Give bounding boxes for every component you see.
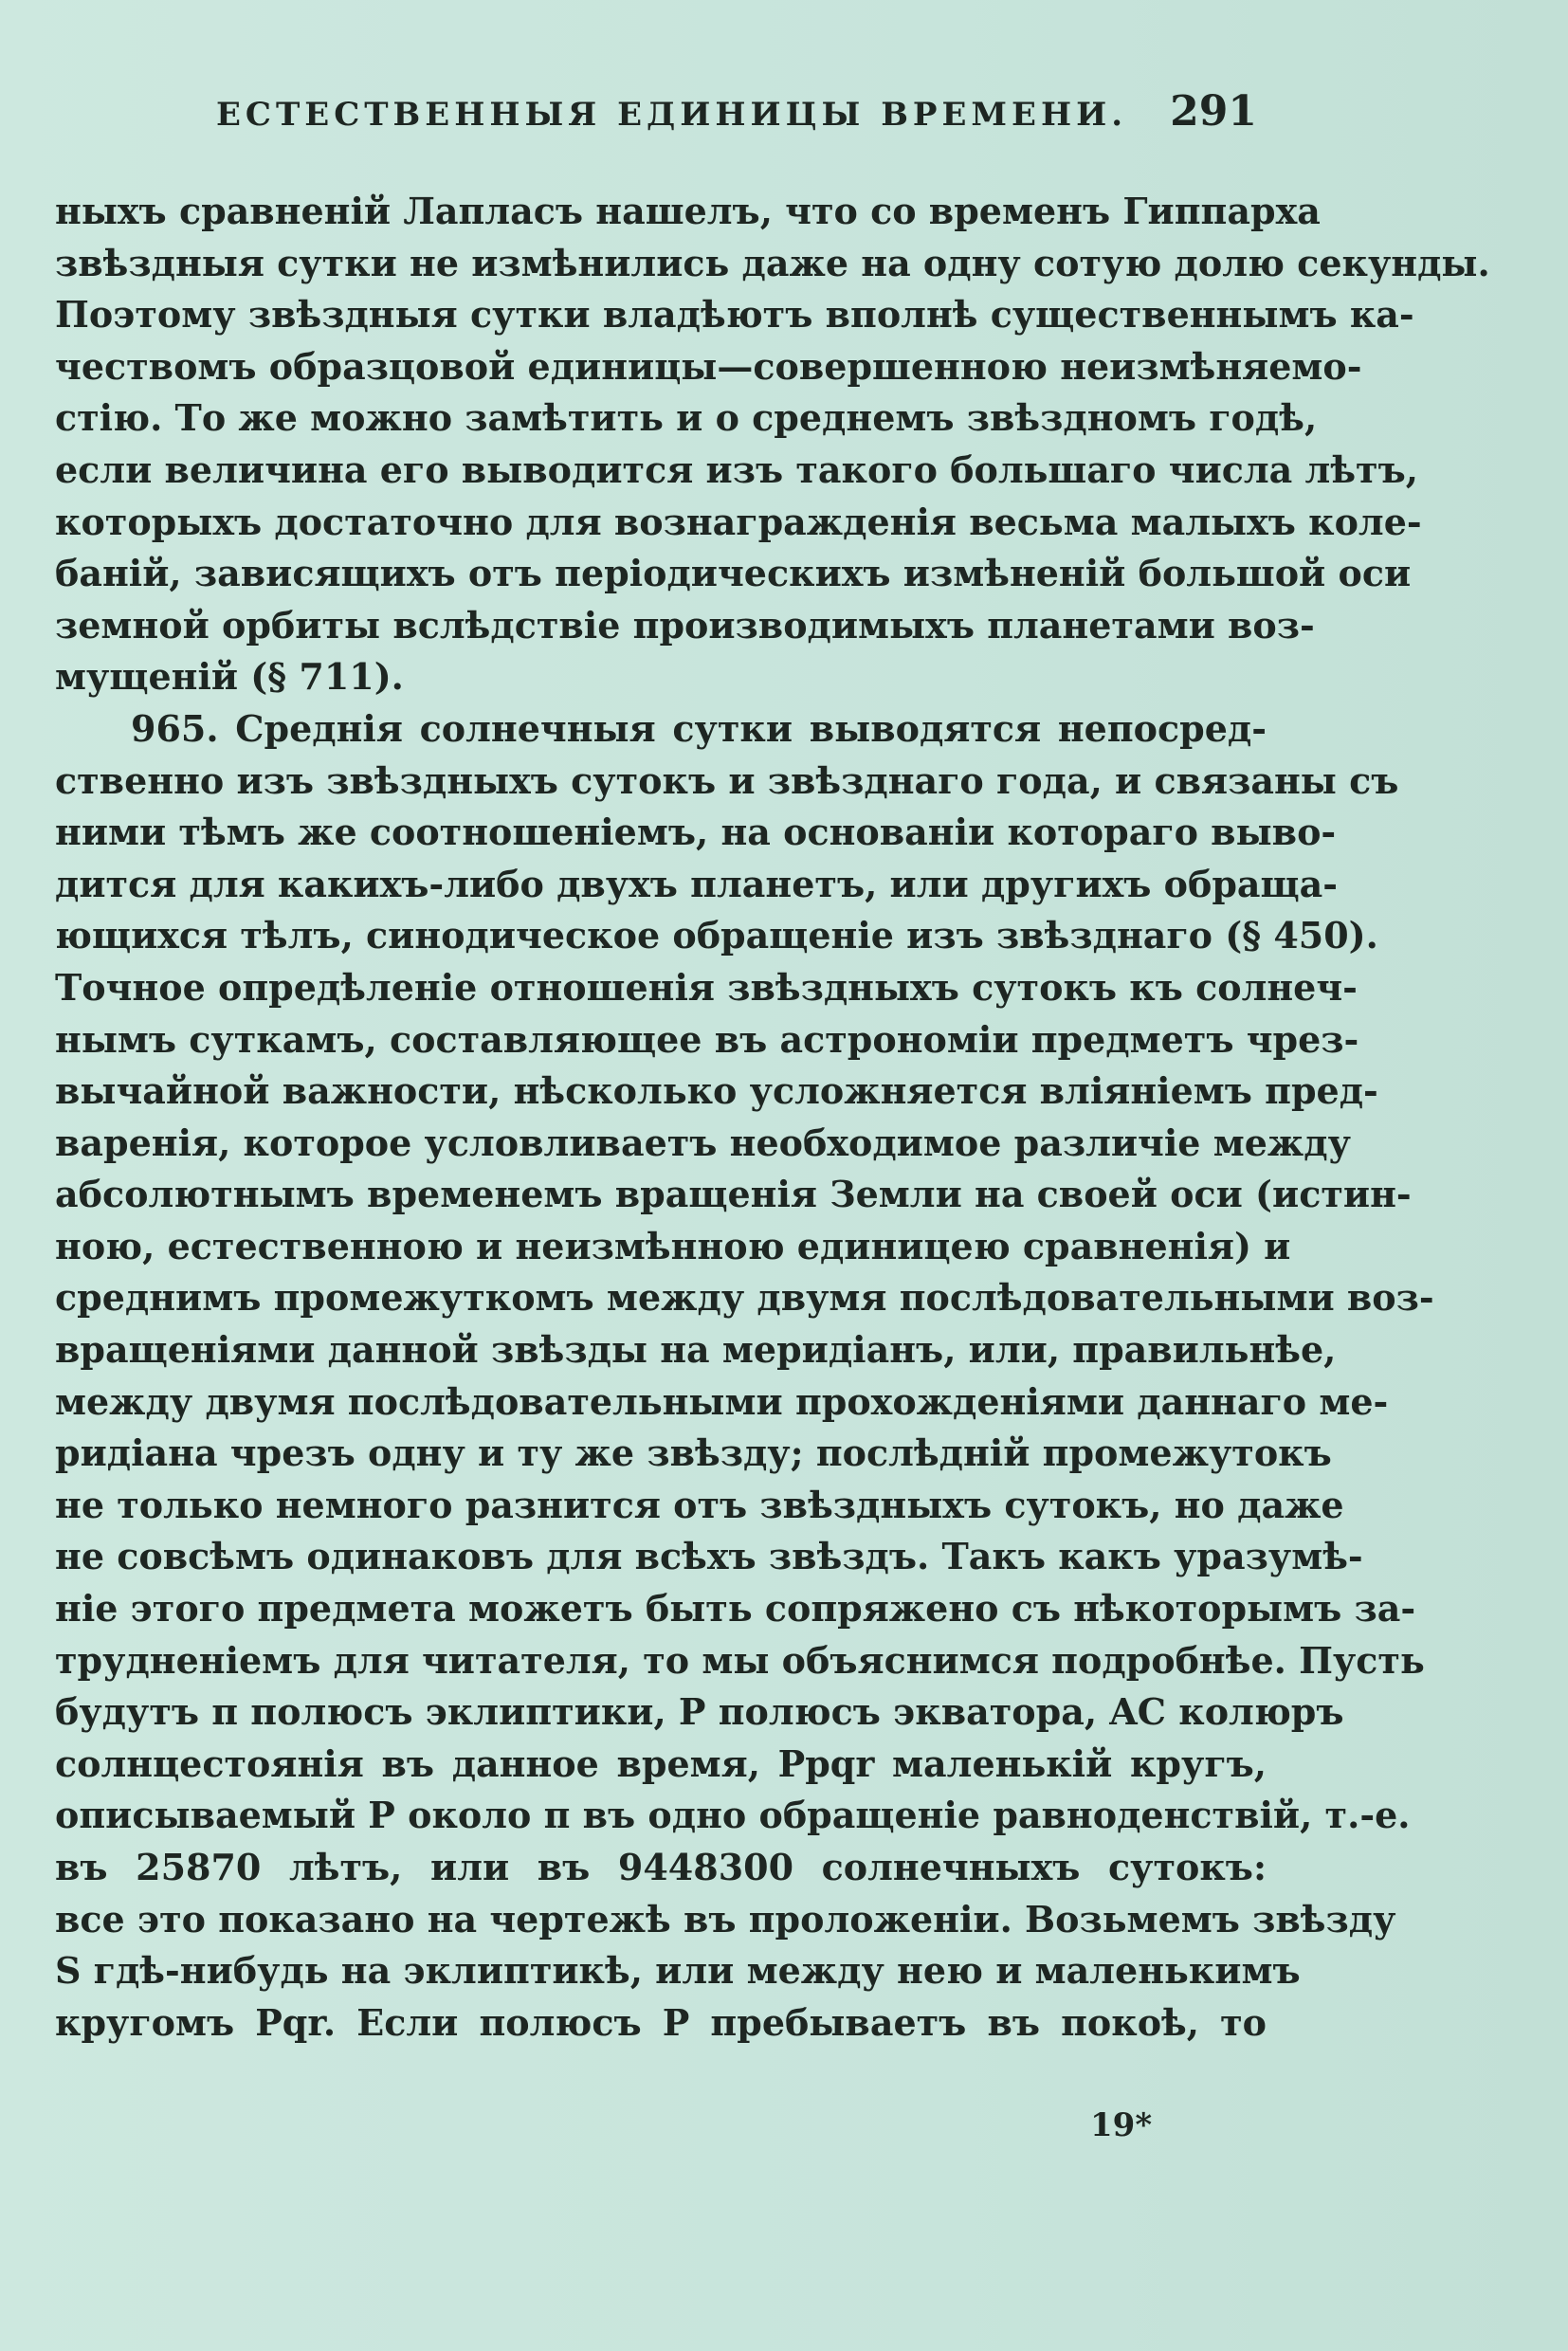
text-line: не совсѣмъ одинаковъ для всѣхъ звѣздъ. Такъ какъ уразумѣ- xyxy=(55,1535,1363,1578)
text-line: кругомъ Pqr. Если полюсъ P пребываетъ въ покоѣ, то xyxy=(55,2000,1267,2044)
text-line: ною, естественною и неизмѣнною единицею сравненія) и xyxy=(55,1224,1291,1267)
text-line: земной орбиты вслѣдствіе производимыхъ планетами воз- xyxy=(55,603,1315,647)
text-line: абсолютнымъ временемъ вращенія Земли на своей оси (истин- xyxy=(55,1173,1412,1216)
text-line: стію. То же можно замѣтить и о среднемъ звѣздномъ годѣ, xyxy=(55,396,1318,440)
text-line: вращеніями данной звѣзды на меридіанъ, или, правильнѣе, xyxy=(55,1328,1337,1372)
text-line: которыхъ достаточно для вознагражденія весьма малыхъ коле- xyxy=(55,500,1422,543)
text-line: варенія, которое условливаетъ необходимое различіе между xyxy=(55,1121,1351,1164)
text-line: Точное опредѣленіе отношенія звѣздныхъ сутокъ къ солнеч- xyxy=(55,965,1358,1009)
paragraph-start-965: 965. Среднія солнечныя сутки выводятся непосред- xyxy=(131,706,1267,750)
text-line: звѣздныя сутки не измѣнились даже на одну сотую долю секунды. xyxy=(55,241,1490,284)
show-through-text-bottom xyxy=(114,2076,1441,2351)
text-line: ніе этого предмета можетъ быть сопряжено съ нѣкоторымъ за- xyxy=(55,1587,1416,1631)
text-line: если величина его выводится изъ такого большаго числа лѣтъ, xyxy=(55,447,1418,491)
text-line: ними тѣмъ же соотношеніемъ, на основаніи котораго выво- xyxy=(55,811,1337,854)
text-line: не только немного разнится отъ звѣздныхъ сутокъ, но даже xyxy=(55,1483,1344,1526)
text-line: дится для какихъ-либо двухъ планетъ, или другихъ обраща- xyxy=(55,862,1339,905)
text-line: мущеній (§ 711). xyxy=(55,655,404,699)
text-line: въ 25870 лѣтъ, или въ 9448300 солнечныхъ сутокъ: xyxy=(55,1846,1267,1888)
running-title: ЕСТЕСТВЕННЫЯ ЕДИНИЦЫ ВРЕМЕНИ. xyxy=(216,96,1128,134)
text-line: вычайной важности, нѣсколько усложняется вліяніемъ пред- xyxy=(55,1069,1378,1113)
text-line: ющихся тѣлъ, синодическое обращеніе изъ звѣзднаго (§ 450). xyxy=(55,914,1378,957)
body-text xyxy=(55,186,1490,2049)
text-line: ныхъ сравненій Лапласъ нашелъ, что со временъ Гиппарха xyxy=(55,190,1321,232)
text-line: трудненіемъ для читателя, то мы объяснимся подробнѣе. Пусть xyxy=(55,1638,1425,1682)
text-line: нымъ суткамъ, составляющее въ астрономіи предметъ чрез- xyxy=(55,1017,1359,1061)
running-head xyxy=(216,87,1257,136)
text-line: все это показано на чертежѣ въ проложеніи. Возьмемъ звѣзду xyxy=(55,1897,1396,1941)
signature-mark: 19* xyxy=(1090,2106,1153,2144)
text-line: Поэтому звѣздныя сутки владѣютъ вполнѣ существеннымъ ка- xyxy=(55,293,1414,337)
text-line: S гдѣ-нибудь на эклиптикѣ, или между нею и маленькимъ xyxy=(55,1949,1301,1993)
text-line: баній, зависящихъ отъ періодическихъ измѣненій большой оси xyxy=(55,552,1412,595)
text-line: солнцестоянія въ данное время, Ppqr маленькій кругъ, xyxy=(55,1741,1267,1785)
text-line: описываемый P около π въ одно обращеніе равноденствій, т.-е. xyxy=(55,1794,1411,1837)
text-line: ридіана чрезъ одну и ту же звѣзду; послѣдній промежутокъ xyxy=(55,1431,1332,1475)
page-number: 291 xyxy=(1170,87,1257,136)
text-line: будутъ π полюсъ эклиптики, P полюсъ экватора, AC колюръ xyxy=(55,1690,1344,1734)
text-line: ственно изъ звѣздныхъ сутокъ и звѣзднаго года, и связаны съ xyxy=(55,758,1399,802)
text-line: между двумя послѣдовательными прохожденіями даннаго ме- xyxy=(55,1379,1389,1423)
text-line: среднимъ промежуткомъ между двумя послѣдовательными воз- xyxy=(55,1276,1434,1320)
text-line: чествомъ образцовой единицы—совершенною неизмѣняемо- xyxy=(55,344,1362,388)
